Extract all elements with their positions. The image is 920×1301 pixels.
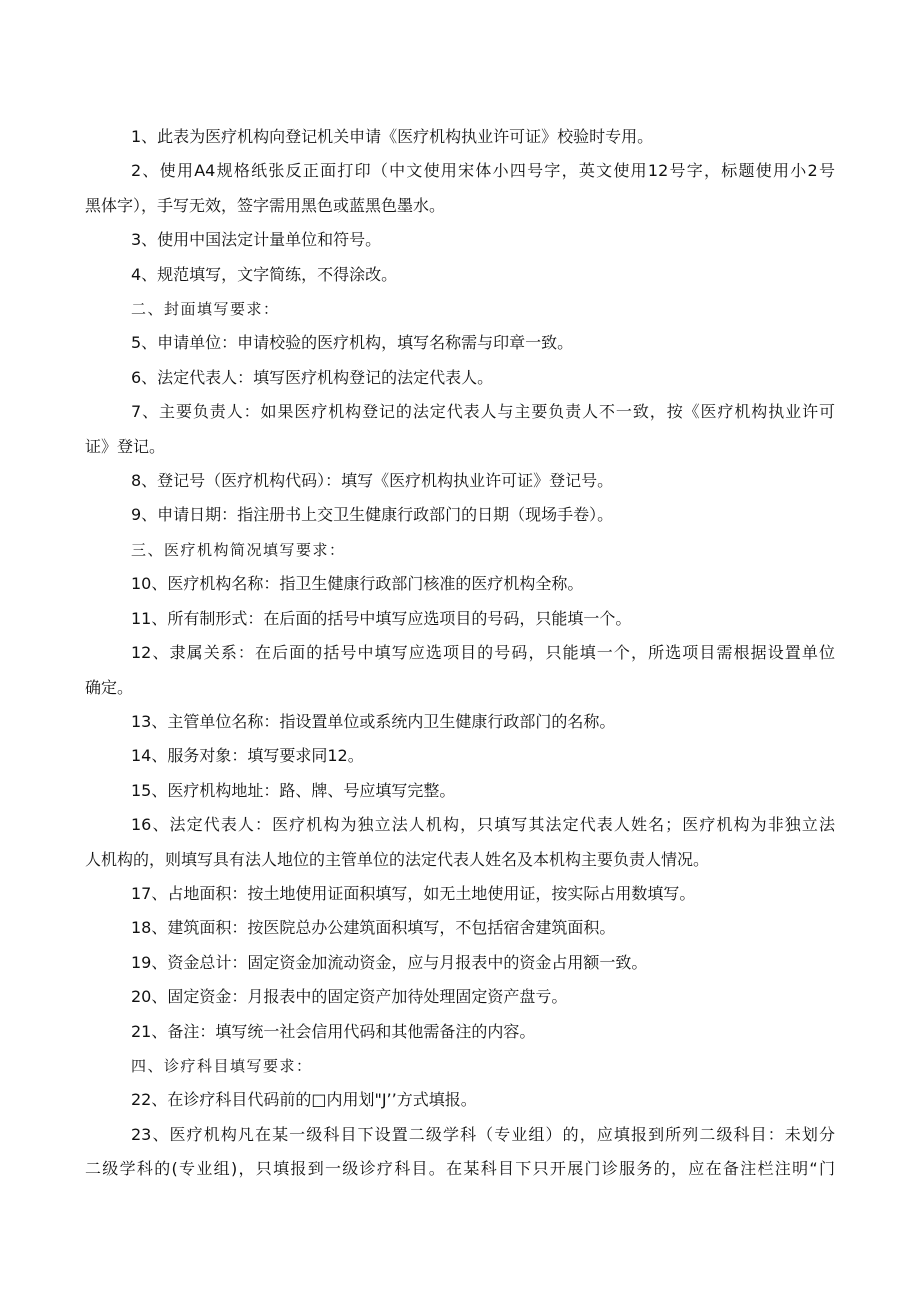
instruction-line: 10、医疗机构名称：指卫生健康行政部门核准的医疗机构全称。 [131, 574, 584, 594]
instruction-line: 22、在诊疗科目代码前的□内用划"J’’方式填报。 [131, 1090, 477, 1110]
instruction-line: 20、固定资金：月报表中的固定资产加待处理固定资产盘亏。 [131, 987, 568, 1007]
section-heading: 三、医疗机构简况填写要求： [131, 540, 346, 559]
instruction-line: 12、隶属关系：在后面的括号中填写应选项目的号码，只能填一个，所选项目需根据设置单位 [131, 643, 835, 663]
instruction-line: 19、资金总计：固定资金加流动资金，应与月报表中的资金占用额一致。 [131, 952, 648, 972]
instructions-text [85, 120, 835, 1187]
instruction-line: 二级学科的(专业组)，只填报到一级诊疗科目。在某科目下只开展门诊服务的，应在备注栏注明“门 [85, 1159, 835, 1179]
instruction-line: 18、建筑面积：按医院总办公建筑面积填写，不包括宿舍建筑面积。 [131, 918, 616, 938]
instruction-line: 11、所有制形式：在后面的括号中填写应选项目的号码，只能填一个。 [131, 608, 632, 628]
instruction-line: 4、规范填写，文字简练，不得涂改。 [131, 264, 398, 284]
instruction-line: 8、登记号（医疗机构代码）：填写《医疗机构执业许可证》登记号。 [131, 471, 614, 491]
section-heading: 四、诊疗科目填写要求： [131, 1056, 313, 1075]
instruction-line: 证》登记。 [85, 436, 166, 456]
instruction-line: 6、法定代表人：填写医疗机构登记的法定代表人。 [131, 367, 494, 387]
instruction-line: 1、此表为医疗机构向登记机关申请《医疗机构执业许可证》校验时专用。 [131, 127, 654, 146]
instruction-line: 7、主要负责人：如果医疗机构登记的法定代表人与主要负责人不一致，按《医疗机构执业许可 [131, 402, 835, 422]
instruction-line: 15、医疗机构地址：路、牌、号应填写完整。 [131, 780, 456, 800]
instruction-line: 2、使用A4规格纸张反正面打印（中文使用宋体小四号字，英文使用12号字，标题使用小2号 [131, 161, 835, 181]
instruction-line: 23、医疗机构凡在某一级科目下设置二级学科（专业组）的，应填报到所列二级科目：未划分 [131, 1124, 835, 1144]
instruction-line: 16、法定代表人：医疗机构为独立法人机构，只填写其法定代表人姓名；医疗机构为非独立法 [131, 815, 835, 835]
instruction-line: 人机构的，则填写具有法人地位的主管单位的法定代表人姓名及本机构主要负责人情况。 [85, 849, 710, 869]
instruction-line: 21、备注：填写统一社会信用代码和其他需备注的内容。 [131, 1021, 536, 1041]
instruction-line: 9、申请日期：指注册书上交卫生健康行政部门的日期（现场手卷）。 [131, 505, 614, 525]
instruction-line: 5、申请单位：申请校验的医疗机构，填写名称需与印章一致。 [131, 333, 574, 353]
instruction-line: 13、主管单位名称：指设置单位或系统内卫生健康行政部门的名称。 [131, 711, 616, 731]
instruction-line: 17、占地面积：按土地使用证面积填写，如无土地使用证，按实际占用数填写。 [131, 883, 696, 903]
section-heading: 二、封面填写要求： [131, 300, 280, 319]
instruction-line: 14、服务对象：填写要求同12。 [131, 746, 364, 766]
instruction-line: 确定。 [85, 677, 134, 697]
instruction-line: 3、使用中国法定计量单位和符号。 [131, 230, 382, 250]
instruction-line: 黑体字），手写无效，签字需用黑色或蓝黑色墨水。 [85, 195, 446, 215]
